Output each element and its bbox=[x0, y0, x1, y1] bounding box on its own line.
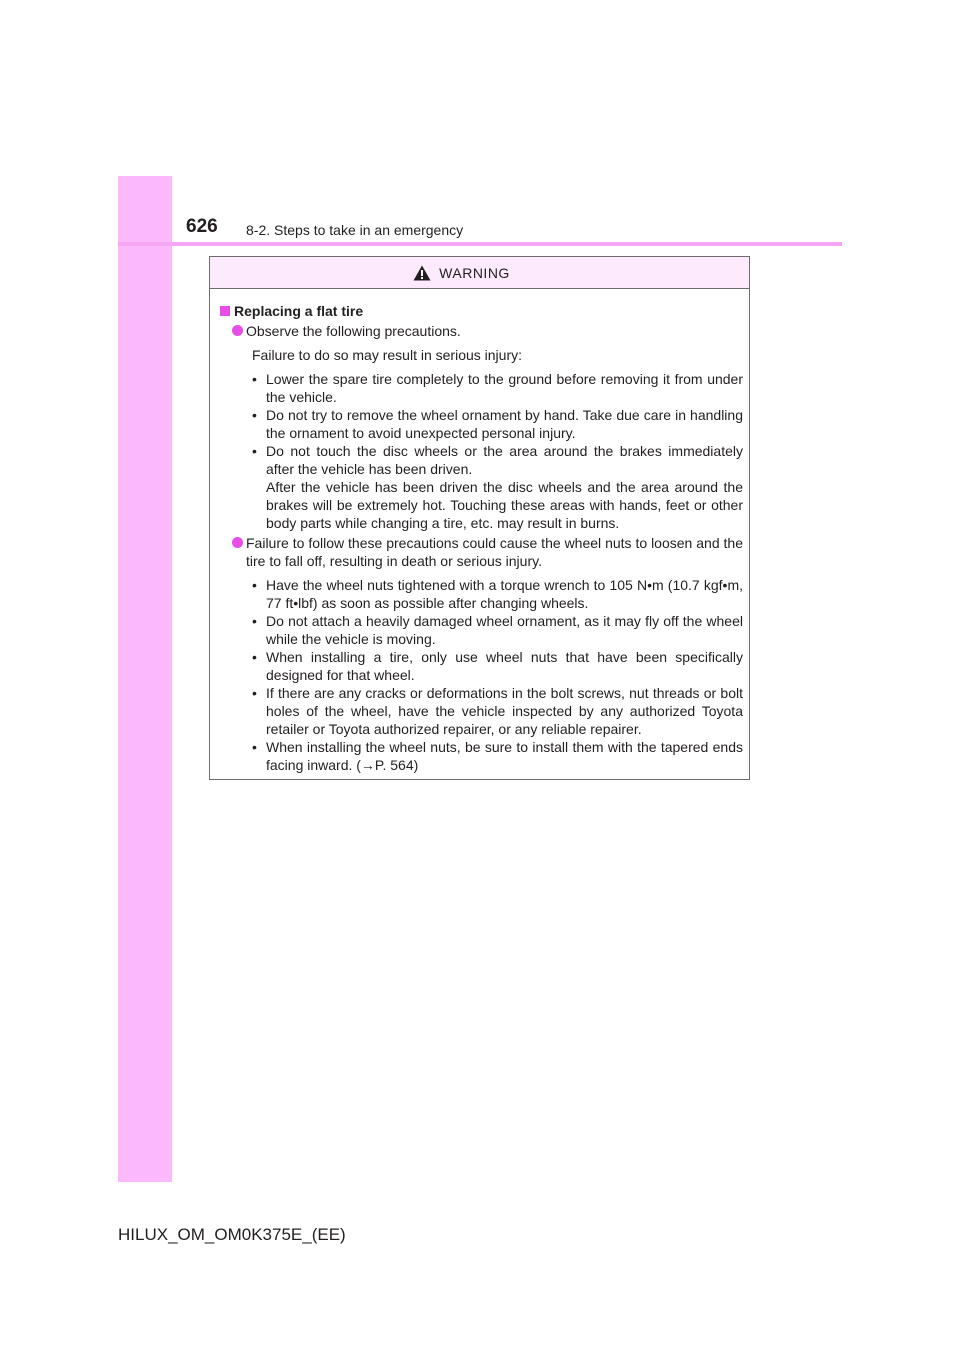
warning-heading-text: Replacing a flat tire bbox=[234, 303, 364, 319]
list-item: • If there are any cracks or deformations in the bolt screws, nut threads or bolt holes of the wheel, have the vehicle inspected by any authorized Toyota retailer or Toyota authorized repairer, or any reliable repairer. bbox=[252, 685, 743, 737]
header-rule bbox=[118, 242, 842, 246]
warning-box bbox=[209, 256, 750, 780]
side-tab-band bbox=[118, 176, 172, 1182]
warning-heading bbox=[220, 302, 743, 320]
warning-body bbox=[210, 289, 749, 774]
list-item-extra: After the vehicle has been driven the disc wheels and the area around the brakes will be extremely hot. Touching these areas with hands, feet or other body parts while changing a tire, etc. may result in burns. bbox=[266, 479, 743, 531]
warning-label: WARNING bbox=[439, 264, 510, 281]
list-item: • Have the wheel nuts tightened with a torque wrench to 105 N•m (10.7 kgf•m, 77 ft•lbf) as soon as possible after changing wheels. bbox=[252, 577, 743, 611]
point-1 bbox=[220, 322, 743, 340]
list-item: • Do not try to remove the wheel ornament by hand. Take due care in handling the ornament to avoid unexpected personal injury. bbox=[252, 407, 743, 441]
warning-header bbox=[210, 257, 749, 289]
list-item: • Do not touch the disc wheels or the area around the brakes immediately after the vehicle has been driven. After the vehicle has been driven the disc wheels and the area around the brakes will be extremely hot. Touching these areas with hands, feet or other body parts while changing a tire, etc. may result in burns. bbox=[252, 443, 743, 531]
point-2-text: Failure to follow these precautions could cause the wheel nuts to loosen and the tire to fall off, resulting in death or serious injury. bbox=[246, 535, 743, 569]
list-item: • When installing a tire, only use wheel nuts that have been specifically designed for that wheel. bbox=[252, 649, 743, 683]
list-item: • Lower the spare tire completely to the ground before removing it from under the vehicle. bbox=[252, 371, 743, 405]
warning-triangle-icon bbox=[413, 265, 431, 281]
section-title: 8-2. Steps to take in an emergency bbox=[246, 222, 464, 238]
circle-bullet-icon bbox=[232, 325, 243, 336]
point-1-text: Observe the following precautions. bbox=[246, 323, 461, 339]
page-number: 626 bbox=[186, 216, 218, 237]
list-item: • When installing the wheel nuts, be sure to install them with the tapered ends facing inward. (→P. 564) bbox=[252, 739, 743, 773]
list-item: • Do not attach a heavily damaged wheel ornament, as it may fly off the wheel while the vehicle is moving. bbox=[252, 613, 743, 647]
point-2-bullets bbox=[252, 576, 743, 774]
footer-document-code: HILUX_OM_OM0K375E_(EE) bbox=[118, 1225, 346, 1244]
circle-bullet-icon bbox=[232, 537, 243, 548]
point-1-bullets bbox=[252, 370, 743, 532]
point-1-intro: Failure to do so may result in serious injury: bbox=[252, 347, 522, 363]
point-2 bbox=[220, 534, 743, 570]
square-bullet-icon bbox=[220, 306, 230, 316]
